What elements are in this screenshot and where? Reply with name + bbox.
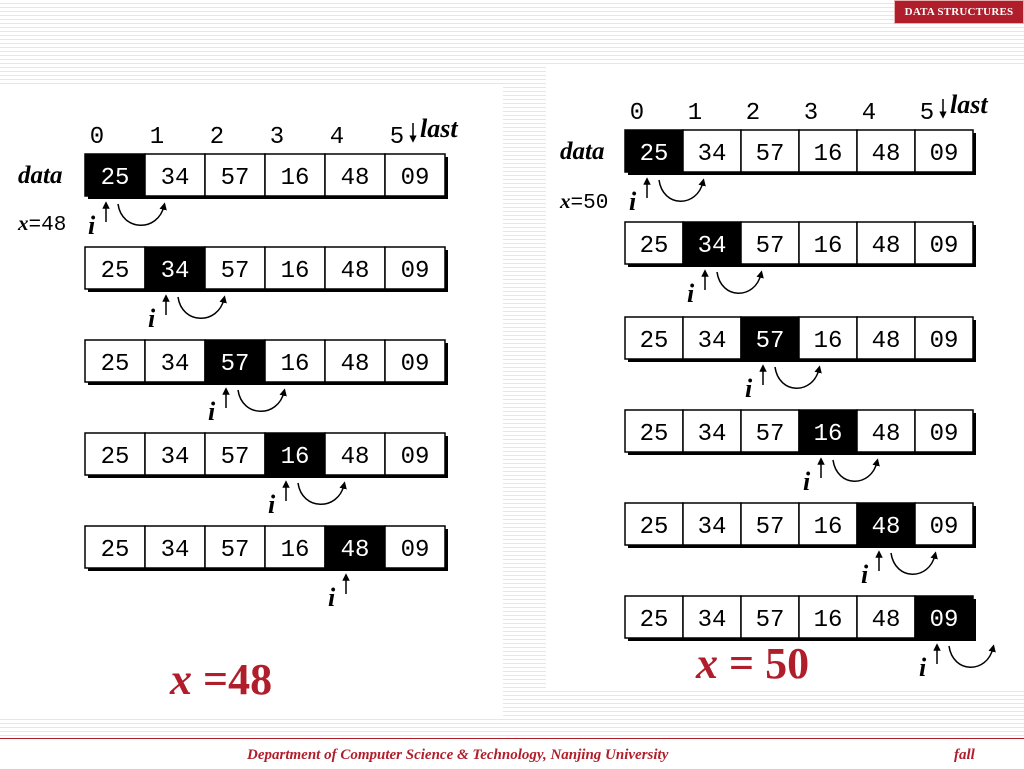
left-row-2-value-5: 09 (400, 351, 430, 378)
left-row-0-value-3: 16 (280, 165, 310, 192)
right-row-3-value-1: 34 (697, 421, 727, 448)
right-x-var: x (560, 189, 571, 213)
right-data-label: data (560, 138, 605, 165)
left-index-1: 1 (149, 124, 165, 151)
left-row-2-value-4: 48 (340, 351, 370, 378)
left-row-2-value-3: 16 (280, 351, 310, 378)
right-row-3-pointer-i: i (803, 467, 811, 496)
right-row-0-value-1: 34 (697, 141, 727, 168)
left-row-3-value-5: 09 (400, 444, 430, 471)
right-row-5-pointer-i: i (919, 653, 927, 682)
right-row-3-advance-arc (833, 460, 877, 481)
right-row-0-value-2: 57 (755, 141, 785, 168)
caption-left-var: x (170, 655, 192, 704)
caption-right (696, 638, 809, 689)
left-row-1-value-4: 48 (340, 258, 370, 285)
left-row-0-value-0: 25 (100, 165, 130, 192)
right-row-1-value-0: 25 (639, 233, 669, 260)
right-index-0: 0 (629, 100, 645, 127)
left-row-4-value-5: 09 (400, 537, 430, 564)
right-row-0-value-5: 09 (929, 141, 959, 168)
left-row-1-advance-arc (178, 297, 224, 318)
left-index-3: 3 (269, 124, 285, 151)
right-index-4: 4 (861, 100, 877, 127)
left-row-4-value-4: 48 (340, 537, 370, 564)
left-row-4-pointer-i: i (328, 583, 336, 612)
left-row-0-value-2: 57 (220, 165, 250, 192)
left-row-1-value-2: 57 (220, 258, 250, 285)
caption-right-value: = 50 (718, 639, 810, 688)
caption-left-value: =48 (192, 655, 273, 704)
right-row-1-value-3: 16 (813, 233, 843, 260)
right-x-label (559, 189, 608, 215)
right-row-1-advance-arc (717, 272, 761, 293)
left-row-1-value-5: 09 (400, 258, 430, 285)
right-row-2-value-0: 25 (639, 328, 669, 355)
right-row-1-pointer-i: i (687, 279, 695, 308)
right-index-5: 5 (919, 100, 935, 127)
left-x-var: x (18, 211, 29, 235)
right-row-5-value-5: 09 (929, 607, 959, 634)
left-index-4: 4 (329, 124, 345, 151)
left-row-3-value-2: 57 (220, 444, 250, 471)
left-row-4-value-3: 16 (280, 537, 310, 564)
right-row-4-value-4: 48 (871, 514, 901, 541)
left-row-2-value-1: 34 (160, 351, 190, 378)
right-row-0-pointer-i: i (629, 187, 637, 216)
right-row-4-value-2: 57 (755, 514, 785, 541)
right-row-2-value-2: 57 (755, 328, 785, 355)
footer-term: fall (954, 747, 975, 763)
left-row-3-pointer-i: i (268, 490, 276, 519)
caption-right-var: x (696, 639, 718, 688)
header-badge: DATA STRUCTURES (894, 0, 1024, 24)
left-x-label (17, 211, 66, 237)
left-row-3-advance-arc (298, 483, 344, 504)
left-data-label: data (18, 162, 63, 189)
left-row-1-pointer-i: i (148, 304, 156, 333)
left-row-3-value-1: 34 (160, 444, 190, 471)
left-index-5: 5 (389, 124, 405, 151)
right-row-1-value-2: 57 (755, 233, 785, 260)
left-row-1-value-3: 16 (280, 258, 310, 285)
right-index-2: 2 (745, 100, 761, 127)
right-x-value: =50 (570, 192, 609, 215)
right-row-3-value-2: 57 (755, 421, 785, 448)
right-row-3-value-3: 16 (813, 421, 843, 448)
right-row-5-advance-arc (949, 646, 993, 667)
right-row-2-advance-arc (775, 367, 819, 388)
right-row-5-value-0: 25 (639, 607, 669, 634)
footer-department: Department of Computer Science & Technology, Nanjing University (247, 747, 669, 763)
left-row-2-pointer-i: i (208, 397, 216, 426)
right-index-3: 3 (803, 100, 819, 127)
left-row-0-pointer-i: i (88, 211, 96, 240)
right-row-0-value-3: 16 (813, 141, 843, 168)
right-row-2-value-5: 09 (929, 328, 959, 355)
right-row-5-value-1: 34 (697, 607, 727, 634)
right-last-label: last (950, 90, 988, 119)
left-row-0-value-4: 48 (340, 165, 370, 192)
left-row-0-value-1: 34 (160, 165, 190, 192)
left-row-1-value-0: 25 (100, 258, 130, 285)
right-row-2-value-4: 48 (871, 328, 901, 355)
left-last-label: last (420, 114, 458, 143)
right-row-5-value-3: 16 (813, 607, 843, 634)
right-row-4-advance-arc (891, 553, 935, 574)
left-index-2: 2 (209, 124, 225, 151)
left-row-3-value-0: 25 (100, 444, 130, 471)
left-row-4-value-2: 57 (220, 537, 250, 564)
left-row-4-value-0: 25 (100, 537, 130, 564)
right-row-0-value-0: 25 (639, 141, 669, 168)
left-row-3-value-3: 16 (280, 444, 310, 471)
left-row-2-value-0: 25 (100, 351, 130, 378)
right-row-0-advance-arc (659, 180, 703, 201)
left-row-0-value-5: 09 (400, 165, 430, 192)
left-row-1-value-1: 34 (160, 258, 190, 285)
right-index-1: 1 (687, 100, 703, 127)
left-row-3-value-4: 48 (340, 444, 370, 471)
left-index-0: 0 (89, 124, 105, 151)
right-row-3-value-0: 25 (639, 421, 669, 448)
right-row-4-value-3: 16 (813, 514, 843, 541)
right-row-4-value-0: 25 (639, 514, 669, 541)
right-row-2-value-1: 34 (697, 328, 727, 355)
left-row-0-advance-arc (118, 204, 164, 225)
right-row-0-value-4: 48 (871, 141, 901, 168)
right-row-3-value-4: 48 (871, 421, 901, 448)
caption-left (170, 654, 272, 705)
right-row-5-value-2: 57 (755, 607, 785, 634)
footer (0, 738, 1024, 769)
right-row-1-value-4: 48 (871, 233, 901, 260)
right-row-1-value-5: 09 (929, 233, 959, 260)
right-row-4-value-5: 09 (929, 514, 959, 541)
right-row-4-pointer-i: i (861, 560, 869, 589)
right-row-5-value-4: 48 (871, 607, 901, 634)
left-row-2-value-2: 57 (220, 351, 250, 378)
right-row-2-pointer-i: i (745, 374, 753, 403)
left-row-4-value-1: 34 (160, 537, 190, 564)
left-row-2-advance-arc (238, 390, 284, 411)
left-x-value: =48 (28, 214, 67, 237)
right-row-4-value-1: 34 (697, 514, 727, 541)
right-row-1-value-1: 34 (697, 233, 727, 260)
right-row-2-value-3: 16 (813, 328, 843, 355)
right-row-3-value-5: 09 (929, 421, 959, 448)
